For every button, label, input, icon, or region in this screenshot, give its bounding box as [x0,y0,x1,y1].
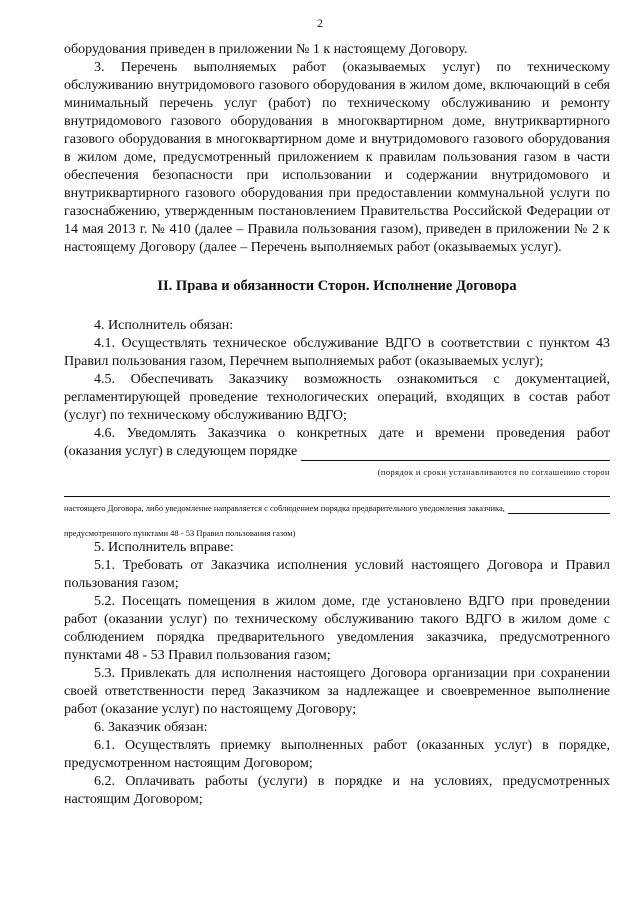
paragraph-4-6-fill-row [64,443,610,461]
document-body [64,41,610,809]
paragraph-6-2: 6.2. Оплачивать работы (услуги) в порядке и на условиях, предусмотренных настоящим Договором; [64,774,610,807]
paragraph-4-1: 4.1. Осуществлять техническое обслуживание ВДГО в соответствии с пунктом 43 Правил пользования газом, Перечнем выполняемых работ (оказываемых услуг); [64,336,610,369]
paragraph-5-1: 5.1. Требовать от Заказчика исполнения условий настоящего Договора и Правил пользования газом; [64,558,610,591]
paragraph-5-3: 5.3. Привлекать для исполнения настоящего Договора организации при сохранении своей ответственности перед Заказчиком за надлежащее и своевременное выполнение работ (оказание услуг) по настоящему Договору; [64,666,610,717]
paragraph-6: 6. Заказчик обязан: [94,720,208,735]
page-number: 2 [317,16,323,30]
paragraph-6-1: 6.1. Осуществлять приемку выполненных работ (оказанных услуг) в порядке, предусмотренном настоящим Договором; [64,738,610,771]
hint-text-3: предусмотренного пунктами 48 - 53 Правил пользования газом) [64,528,296,538]
paragraph-5-2: 5.2. Посещать помещения в жилом доме, где установлено ВДГО при проведении работ (оказании услуг) по техническому обслуживанию такого ВДГО в жилом доме с соблюдением порядка предварительного уведомления заказчика, предусмотренного пунктами 48 - 53 Правил пользования газом; [64,594,610,663]
paragraph-4: 4. Исполнитель обязан: [94,318,234,333]
paragraph-continuation: оборудования приведен в приложении № 1 к настоящему Договору. [64,42,468,57]
paragraph-4-6-end: (оказания услуг) в следующем порядке [64,444,298,459]
paragraph-4-6: 4.6. Уведомлять Заказчика о конкретных дате и времени проведения работ [94,426,610,441]
section-heading: II. Права и обязанности Сторон. Исполнение Договора [157,278,517,294]
hint-text-1: (порядок и сроки устанавливаются по соглашению сторон [377,467,610,477]
fill-line [301,446,610,461]
hint-text-2: настоящего Договора, либо уведомление направляется с соблюдением порядка предварительного уведомления заказчика, [64,503,505,513]
paragraph-5: 5. Исполнитель вправе: [94,540,234,555]
paragraph-4-5: 4.5. Обеспечивать Заказчику возможность ознакомиться с документацией, регламентирующей проведение технологических операций, входящих в состав работ (услуг) по техническому обслуживанию ВДГО; [64,372,610,423]
fill-line [508,504,610,514]
blank-line [64,478,610,497]
paragraph-3: 3. Перечень выполняемых работ (оказываемых услуг) по техническому обслуживанию внутридомового газового оборудования в жилом доме, включающий в себя минимальный перечень услуг (работ) по техническому обслуживанию и ремонту внутридомового газового оборудования в многоквартирном доме, внутриквартирного газового оборудования в многоквартирном доме и внутридомового газового оборудования в жилом доме, предусмотренный приложением к правилам пользования газом в части обеспечения безопасности при использовании и содержании внутридомового и внутриквартирного газового оборудования при предоставлении коммунальной услуги по газоснабжению, утвержденным постановлением Правительства Российской Федерации от 14 мая 2013 г. № 410 (далее – Правила пользования газом), приведен в приложении № 2 к настоящему Договору (далее – Перечень выполняемых работ (оказываемых услуг). [64,60,610,255]
hint-row-2 [64,503,610,514]
